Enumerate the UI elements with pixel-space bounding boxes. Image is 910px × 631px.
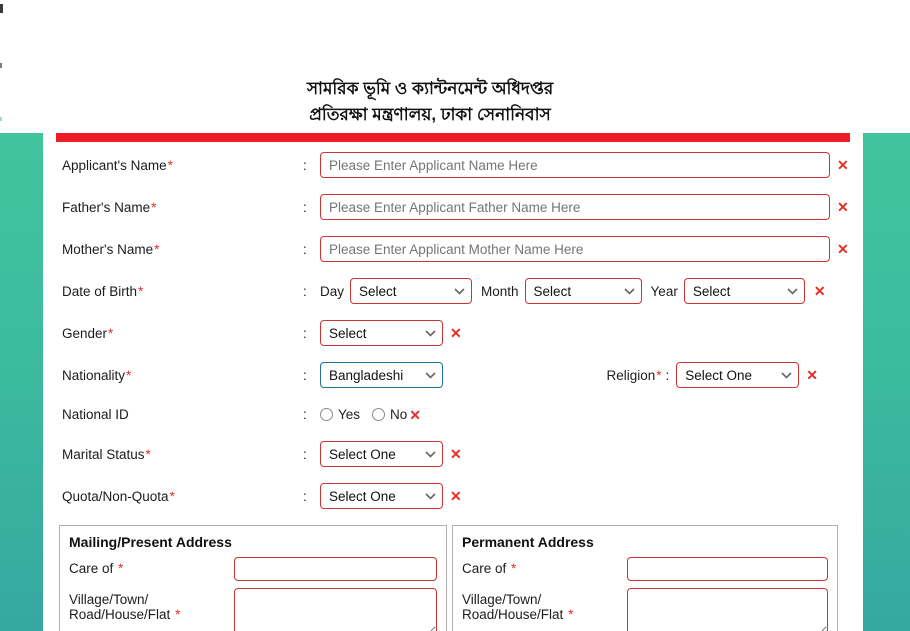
address-section <box>59 525 863 631</box>
applicant-name-row <box>62 152 863 178</box>
quota-label: Quota/Non-Quota* <box>62 488 175 504</box>
invalid-cross-icon: ✕ <box>813 283 826 299</box>
invalid-cross-icon: ✕ <box>450 446 462 462</box>
colon: : <box>303 407 307 422</box>
nationality-row <box>62 362 863 388</box>
required-asterisk: * <box>175 607 181 622</box>
required-asterisk: * <box>656 367 662 383</box>
mailing-address-title: Mailing/Present Address <box>69 534 232 550</box>
religion-select[interactable] <box>676 362 799 388</box>
permanent-address-title: Permanent Address <box>462 534 594 550</box>
applicant-form <box>43 142 863 509</box>
marital-status-row <box>62 441 863 467</box>
invalid-cross-icon: ✕ <box>409 406 422 423</box>
required-asterisk: * <box>126 367 132 383</box>
national-id-yes-label: Yes <box>338 407 361 422</box>
father-name-row <box>62 194 863 220</box>
nationality-label: Nationality* <box>62 367 132 383</box>
permanent-village-label: Village/Town/ Road/House/Flat * <box>462 592 574 622</box>
permanent-care-of-row <box>453 557 837 581</box>
header-band <box>0 0 910 133</box>
month-select[interactable] <box>525 278 642 304</box>
colon: : <box>303 446 307 462</box>
colon: : <box>303 241 307 257</box>
day-word: Day <box>320 283 345 299</box>
form-panel <box>43 133 863 631</box>
invalid-cross-icon: ✕ <box>450 325 462 341</box>
day-select[interactable] <box>350 278 472 304</box>
month-word: Month <box>481 283 519 299</box>
mailing-care-of-row <box>60 557 446 581</box>
religion-group <box>606 362 818 388</box>
gender-select[interactable] <box>320 320 443 346</box>
quota-select[interactable] <box>320 483 443 509</box>
invalid-cross-icon: ✕ <box>837 241 849 257</box>
invalid-cross-icon: ✕ <box>450 488 462 504</box>
required-asterisk: * <box>154 241 160 257</box>
applicant-name-input[interactable] <box>320 152 830 178</box>
gender-select-wrap <box>320 320 443 346</box>
father-name-input[interactable] <box>320 194 830 220</box>
day-select-wrap <box>350 278 472 304</box>
gender-row <box>62 320 863 346</box>
colon: : <box>303 488 307 504</box>
mailing-care-of-input[interactable] <box>234 557 437 581</box>
colon: : <box>303 367 307 383</box>
colon: : <box>303 199 307 215</box>
mother-name-label: Mother's Name* <box>62 241 160 257</box>
quota-select-wrap <box>320 483 443 509</box>
invalid-cross-icon: ✕ <box>837 157 849 173</box>
required-asterisk: * <box>169 488 175 504</box>
permanent-village-row <box>453 588 837 631</box>
required-asterisk: * <box>138 283 144 299</box>
mailing-village-label: Village/Town/ Road/House/Flat * <box>69 592 181 622</box>
month-select-wrap <box>525 278 642 304</box>
mother-name-row <box>62 236 863 262</box>
permanent-care-of-input[interactable] <box>627 557 828 581</box>
year-word: Year <box>650 283 678 299</box>
religion-select-wrap <box>676 362 799 388</box>
org-title-bn: সামরিক ভূমি ও ক্যান্টনমেন্ট অধিদপ্তর <box>306 79 554 98</box>
permanent-care-of-label: Care of * <box>462 561 517 576</box>
national-id-no-radio[interactable] <box>372 408 385 421</box>
invalid-cross-icon: ✕ <box>837 199 849 215</box>
required-asterisk: * <box>167 157 173 173</box>
national-id-yes-radio[interactable] <box>320 408 333 421</box>
page-title <box>0 76 860 128</box>
ministry-subtitle-bn: প্রতিরক্ষা মন্ত্রণালয়, ঢাকা সেনানিবাস <box>309 105 551 124</box>
mailing-care-of-label: Care of * <box>69 561 124 576</box>
marital-status-select-wrap <box>320 441 443 467</box>
required-asterisk: * <box>108 325 114 341</box>
gender-label: Gender* <box>62 325 114 341</box>
colon: : <box>303 325 307 341</box>
applicant-name-label: Applicant's Name* <box>62 157 173 173</box>
mother-name-input[interactable] <box>320 236 830 262</box>
permanent-village-textarea[interactable] <box>627 588 828 631</box>
national-id-label: National ID <box>62 407 129 422</box>
edge-artifact <box>0 63 2 68</box>
colon: : <box>665 367 670 383</box>
national-id-row <box>62 404 863 423</box>
nationality-select[interactable] <box>320 362 443 388</box>
edge-artifact <box>0 4 3 13</box>
date-of-birth-row <box>62 278 863 304</box>
year-select[interactable] <box>684 278 805 304</box>
required-asterisk: * <box>145 446 151 462</box>
required-asterisk: * <box>118 561 124 576</box>
nationality-select-wrap <box>320 362 443 388</box>
national-id-no-label: No <box>390 407 408 422</box>
mailing-village-textarea[interactable] <box>234 588 437 631</box>
marital-status-select[interactable] <box>320 441 443 467</box>
date-of-birth-label: Date of Birth* <box>62 283 144 299</box>
marital-status-label: Marital Status* <box>62 446 151 462</box>
invalid-cross-icon: ✕ <box>806 367 818 383</box>
father-name-label: Father's Name* <box>62 199 157 215</box>
red-accent-bar <box>56 133 850 142</box>
colon: : <box>303 283 307 299</box>
mailing-village-row <box>60 588 446 631</box>
required-asterisk: * <box>511 561 517 576</box>
required-asterisk: * <box>151 199 157 215</box>
colon: : <box>303 157 307 173</box>
religion-label: Religion* <box>606 367 662 383</box>
mailing-address-box <box>59 525 447 631</box>
year-select-wrap <box>684 278 805 304</box>
quota-row <box>62 483 863 509</box>
permanent-address-box <box>452 525 838 631</box>
required-asterisk: * <box>568 607 574 622</box>
